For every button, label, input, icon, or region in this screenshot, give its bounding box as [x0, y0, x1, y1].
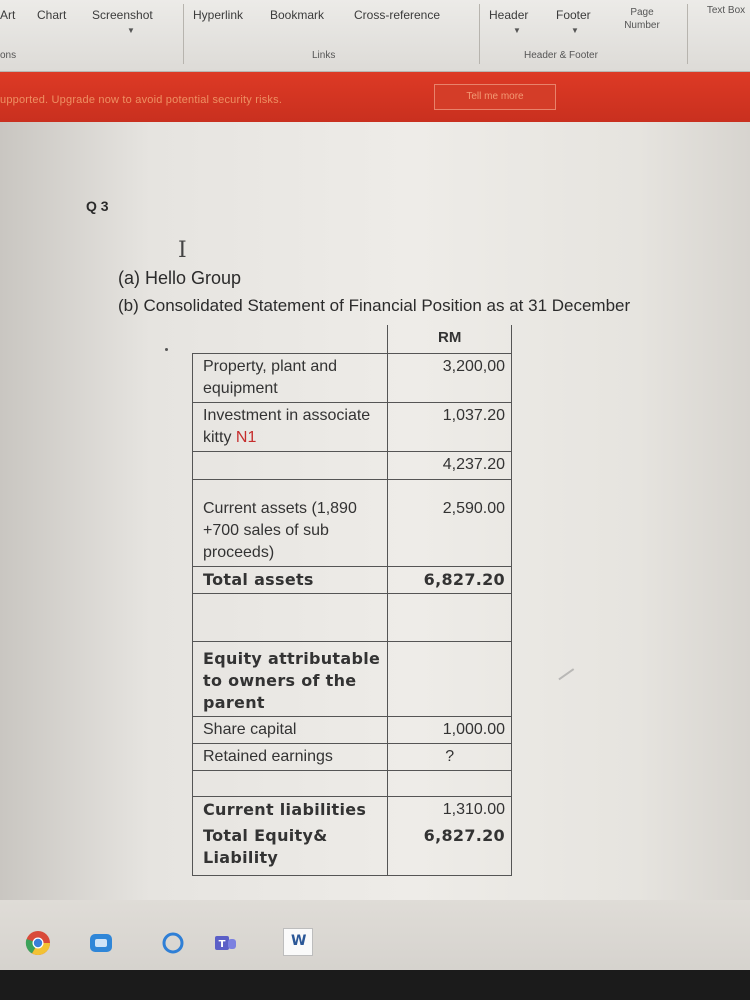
row-label	[193, 770, 388, 796]
row-label: Equity attributable to owners of the parent	[193, 641, 388, 716]
tell-me-more-button[interactable]: Tell me more	[434, 84, 556, 110]
row-label: Current liabilities	[193, 796, 388, 823]
ribbon-cross-reference[interactable]: Cross-reference	[354, 8, 441, 22]
ribbon-text-box[interactable]: Text Box	[706, 5, 746, 16]
table-row	[193, 716, 512, 743]
row-value: 1,000.00	[388, 716, 512, 743]
row-value: 2,590.00	[388, 479, 512, 566]
row-value: ?	[388, 743, 512, 770]
row-value: 1,037.20	[388, 402, 512, 451]
row-label: Current assets (1,890 +700 sales of sub proceeds)	[193, 479, 388, 566]
group-label-options: ons	[0, 50, 17, 61]
table-row	[193, 641, 512, 716]
part-a-heading: (a) Hello Group	[118, 268, 242, 288]
table-row	[193, 479, 512, 566]
row-value: 6,827.20	[388, 823, 512, 876]
row-value: 6,827.20	[388, 566, 512, 593]
row-label	[193, 402, 388, 451]
ribbon-bookmark[interactable]: Bookmark	[270, 8, 325, 22]
footer-dropdown-icon[interactable]: ▼	[571, 26, 579, 35]
ribbon-separator	[687, 4, 688, 64]
ribbon-separator	[183, 4, 184, 64]
chrome-icon[interactable]	[25, 930, 51, 956]
currency-header: RM	[388, 325, 512, 353]
table-cell	[193, 325, 388, 353]
table-row	[193, 566, 512, 593]
ribbon-header[interactable]: Header	[489, 8, 529, 22]
part-b-heading: (b) Consolidated Statement of Financial Position as at 31 December	[118, 296, 631, 315]
question-number: Q 3	[86, 198, 109, 214]
word-icon-label: W	[291, 933, 307, 949]
row-label-text: Investment in associate kitty	[203, 406, 371, 446]
table-row	[193, 451, 512, 479]
teams-icon[interactable]	[212, 930, 238, 956]
row-value	[388, 770, 512, 796]
screen-bezel	[0, 970, 750, 1000]
bullet-dot	[165, 348, 168, 351]
row-label	[193, 451, 388, 479]
word-icon[interactable]	[283, 928, 313, 956]
ribbon-hyperlink[interactable]: Hyperlink	[193, 8, 244, 22]
header-dropdown-icon[interactable]: ▼	[513, 26, 521, 35]
row-value	[388, 593, 512, 641]
upgrade-warning-text: upported. Upgrade now to avoid potential security risks.	[0, 94, 283, 106]
row-label	[193, 593, 388, 641]
upgrade-warning-bar	[0, 72, 750, 122]
row-value: 3,200,00	[388, 353, 512, 402]
table-row	[193, 770, 512, 796]
row-label: Total assets	[193, 566, 388, 593]
group-label-header-footer: Header & Footer	[524, 50, 598, 61]
table-row	[193, 402, 512, 451]
svg-text:T: T	[218, 939, 226, 950]
note-reference: N1	[235, 428, 257, 446]
row-value	[388, 641, 512, 716]
ribbon	[0, 0, 750, 72]
ribbon-screenshot[interactable]: Screenshot	[92, 8, 153, 22]
table-row	[193, 796, 512, 823]
ribbon-chart[interactable]: Chart	[37, 8, 67, 22]
row-value: 4,237.20	[388, 451, 512, 479]
row-value: 1,310.00	[388, 796, 512, 823]
table-row	[193, 593, 512, 641]
row-label: Retained earnings	[193, 743, 388, 770]
row-label: Share capital	[193, 716, 388, 743]
table-row	[193, 743, 512, 770]
text-cursor-icon: I	[178, 238, 187, 263]
folder-icon[interactable]	[88, 930, 114, 956]
row-label: Total Equity& Liability	[193, 823, 388, 876]
group-label-links: Links	[312, 50, 336, 61]
row-label: Property, plant and equipment	[193, 353, 388, 402]
cortana-icon[interactable]	[160, 930, 186, 956]
table-row	[193, 823, 512, 876]
table-header-row	[193, 325, 512, 353]
financial-position-table	[192, 325, 512, 876]
screenshot-dropdown-icon[interactable]: ▼	[127, 26, 135, 35]
table-row	[193, 353, 512, 402]
ribbon-page-number[interactable]: Page Number	[624, 7, 660, 31]
ribbon-art[interactable]: Art	[0, 8, 16, 22]
ribbon-footer[interactable]: Footer	[556, 8, 591, 22]
ribbon-separator	[479, 4, 480, 64]
